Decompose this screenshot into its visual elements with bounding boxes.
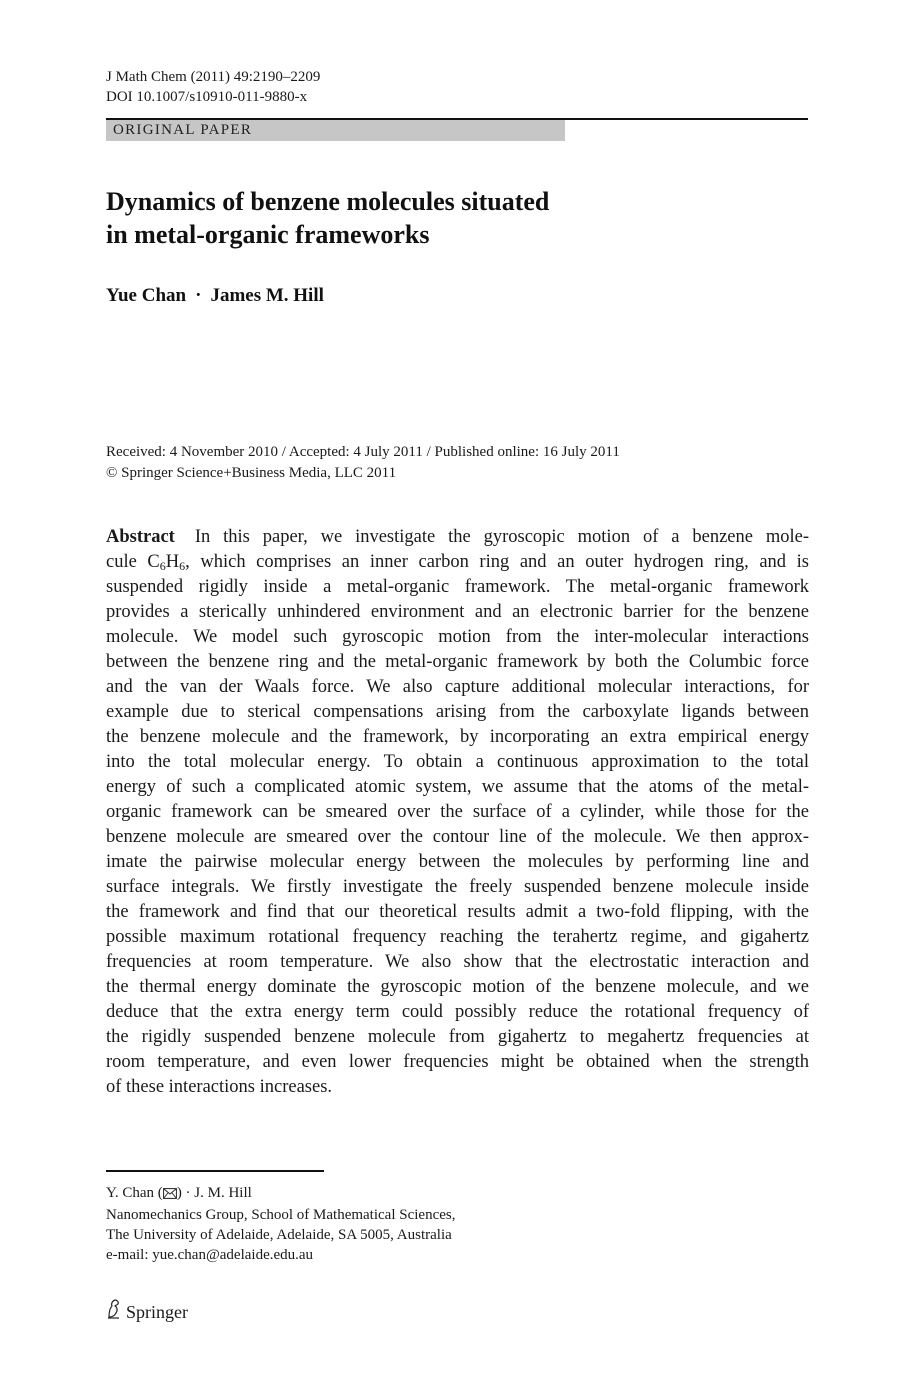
envelope-icon	[163, 1185, 177, 1205]
springer-horse-icon	[106, 1299, 122, 1325]
paper-title	[106, 185, 666, 251]
author-name: Yue Chan	[106, 285, 187, 306]
author-affiliation	[106, 1183, 455, 1265]
abstract-line	[106, 550, 809, 575]
abstract-first-line-text: In this paper, we investigate the gyroscopic motion of a benzene mole-	[194, 527, 809, 547]
abstract	[106, 525, 809, 1100]
abstract-line	[106, 525, 809, 550]
publication-dates	[106, 442, 620, 484]
abstract-line: organic framework can be smeared over the surface of a cylinder, while those for the	[106, 802, 809, 822]
publisher-name: Springer	[126, 1302, 188, 1322]
abstract-line: the framework and find that our theoretical results admit a two-fold flipping, with the	[106, 902, 809, 922]
affiliation-author-name: Y. Chan (	[106, 1185, 163, 1201]
abstract-line: example due to sterical compensations arising from the carboxylate ligands between	[106, 702, 809, 722]
abstract-line: frequencies at room temperature. We also show that the electrostatic interaction and	[106, 952, 809, 972]
abstract-line: suspended rigidly inside a metal-organic framework. The metal-organic framework	[106, 577, 809, 597]
affiliation-university: The University of Adelaide, Adelaide, SA 5005, Australia	[106, 1227, 452, 1243]
footnote-rule	[106, 1170, 324, 1172]
affiliation-email: e-mail: yue.chan@adelaide.edu.au	[106, 1247, 314, 1263]
affiliation-authors	[106, 1183, 455, 1205]
abstract-line: the benzene molecule and the framework, by incorporating an extra empirical energy	[106, 727, 809, 747]
abstract-line: the thermal energy dominate the gyroscopic motion of the benzene molecule, and we	[106, 977, 809, 997]
history-dates: Received: 4 November 2010 / Accepted: 4 July 2011 / Published online: 16 July 2011	[106, 444, 620, 460]
abstract-line: imate the pairwise molecular energy between the molecules by performing line and	[106, 852, 809, 872]
author-separator: ·	[195, 285, 202, 306]
author-list	[106, 284, 324, 308]
abstract-line: benzene molecule are smeared over the contour line of the molecule. We then approx-	[106, 827, 809, 847]
abstract-line: deduce that the extra energy term could possibly reduce the rotational frequency of	[106, 1002, 809, 1022]
abstract-line: between the benzene ring and the metal-organic framework by both the Columbic force	[106, 652, 809, 672]
abstract-line: molecule. We model such gyroscopic motion from the inter-molecular interactions	[106, 627, 809, 647]
paper-type-label: ORIGINAL PAPER	[113, 122, 253, 138]
abstract-line: of these interactions increases.	[106, 1077, 333, 1097]
abstract-line: energy of such a complicated atomic system, we assume that the atoms of the metal-	[106, 777, 809, 797]
abstract-line: and the van der Waals force. We also capture additional molecular interactions, for	[106, 677, 809, 697]
formula-subscript: 6	[159, 559, 166, 573]
title-line-1: Dynamics of benzene molecules situated	[106, 187, 550, 216]
abstract-line: room temperature, and even lower frequencies might be obtained when the strength	[106, 1052, 809, 1072]
copyright: © Springer Science+Business Media, LLC 2011	[106, 465, 397, 481]
abstract-line: possible maximum rotational frequency reaching the terahertz regime, and gigahertz	[106, 927, 809, 947]
author-name: James M. Hill	[210, 285, 324, 306]
publisher-mark	[106, 1299, 188, 1325]
abstract-line: surface integrals. We firstly investigate the freely suspended benzene molecule inside	[106, 877, 809, 897]
formula-subscript: 6	[179, 559, 186, 573]
abstract-line: the rigidly suspended benzene molecule from gigahertz to megahertz frequencies at	[106, 1027, 809, 1047]
formula-suffix: , which comprises an inner carbon ring and an outer hydrogen ring, and is	[185, 552, 809, 572]
doi: DOI 10.1007/s10910-011-9880-x	[106, 89, 308, 105]
journal-citation: J Math Chem (2011) 49:2190–2209	[106, 69, 321, 85]
abstract-line: provides a sterically unhindered environment and an electronic barrier for the benzene	[106, 602, 809, 622]
formula-mid: H	[165, 552, 180, 572]
title-line-2: in metal-organic frameworks	[106, 220, 430, 249]
formula-prefix: cule C	[106, 552, 160, 572]
journal-info	[106, 67, 320, 107]
abstract-line: into the total molecular energy. To obtain a continuous approximation to the total	[106, 752, 809, 772]
affiliation-department: Nanomechanics Group, School of Mathematical Sciences,	[106, 1207, 456, 1223]
abstract-label: Abstract	[106, 527, 175, 547]
affiliation-coauthor: ) · J. M. Hill	[176, 1185, 252, 1201]
